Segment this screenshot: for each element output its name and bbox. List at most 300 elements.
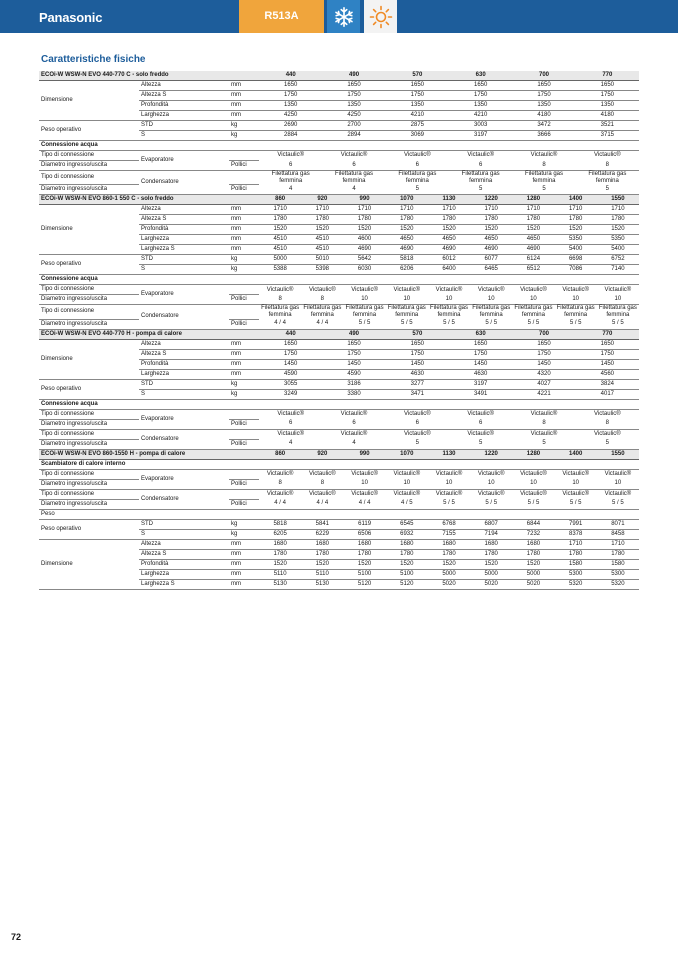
value-cell: 5	[449, 439, 512, 449]
unit-label	[229, 409, 259, 419]
table-row	[39, 161, 639, 171]
row-label: Evaporatore	[139, 469, 229, 489]
unit-label: Pollici	[229, 161, 259, 171]
model-size-header: 1070	[386, 450, 428, 460]
value-cell: 6205	[259, 529, 301, 539]
value-cell: 1520	[386, 559, 428, 569]
value-cell: Victaulic®	[594, 410, 621, 417]
row-group-label: Diametro ingresso/uscita	[39, 185, 139, 195]
value-cell: 1710	[343, 205, 385, 215]
value-cell: Filettatura gas femmina	[261, 305, 300, 319]
unit-label: mm	[229, 91, 259, 101]
model-size-header: 630	[449, 71, 512, 81]
value-cell: 5130	[301, 579, 343, 589]
value-cell: 5350	[597, 235, 639, 245]
value-cell: Victaulic®	[351, 470, 378, 477]
row-group-label: Diametro ingresso/uscita	[39, 319, 139, 329]
value-cell: 5 / 5	[343, 319, 385, 329]
value-cell: 6768	[428, 519, 470, 529]
model-size-header: 570	[386, 330, 449, 340]
value-cell: 1650	[449, 81, 512, 91]
value-cell: 6229	[301, 529, 343, 539]
table-row	[39, 509, 639, 519]
model-size-header: 1130	[428, 450, 470, 460]
section-label: Connessione acqua	[39, 399, 639, 409]
value-cell: 3471	[386, 389, 449, 399]
value-cell: 1750	[259, 349, 322, 359]
value-cell: 5110	[259, 569, 301, 579]
row-label: Altezza	[139, 539, 229, 549]
value-cell: 4221	[512, 389, 575, 399]
unit-label: mm	[229, 205, 259, 215]
model-size-header: 630	[449, 330, 512, 340]
unit-label: mm	[229, 559, 259, 569]
unit-label: kg	[229, 131, 259, 141]
unit-label: kg	[229, 121, 259, 131]
value-cell: 5 / 5	[512, 319, 554, 329]
row-label: Larghezza S	[139, 579, 229, 589]
value-cell: 3197	[449, 131, 512, 141]
row-group-label: Tipo di connessione	[39, 151, 139, 161]
table-pompa-calore-860-1550	[39, 450, 639, 590]
value-cell: Victaulic®	[351, 286, 378, 293]
model-size-header: 1280	[512, 450, 554, 460]
value-cell: 3472	[512, 121, 575, 131]
value-cell: 1350	[512, 101, 575, 111]
unit-label: mm	[229, 369, 259, 379]
model-size-header: 1550	[597, 450, 639, 460]
value-cell: 5000	[470, 569, 512, 579]
model-size-header: 860	[259, 450, 301, 460]
value-cell: 4 / 5	[386, 499, 428, 509]
table-row	[39, 469, 639, 479]
model-size-header: 1400	[555, 195, 597, 205]
table-row	[39, 141, 639, 151]
row-label: Evaporatore	[139, 151, 229, 171]
unit-label: Pollici	[229, 319, 259, 329]
table-row	[39, 419, 639, 429]
row-group-label: Diametro ingresso/uscita	[39, 439, 139, 449]
value-cell: Filettatura gas femmina	[271, 171, 310, 184]
value-cell: 4600	[343, 235, 385, 245]
model-size-header: 490	[322, 71, 385, 81]
value-cell: 5841	[301, 519, 343, 529]
unit-label	[229, 151, 259, 161]
value-cell: 5	[386, 185, 449, 195]
row-label: Larghezza	[139, 235, 229, 245]
value-cell: 4	[322, 439, 385, 449]
model-size-header: 490	[322, 330, 385, 340]
unit-label: kg	[229, 255, 259, 265]
unit-label: mm	[229, 111, 259, 121]
value-cell: 4630	[386, 369, 449, 379]
value-cell: 8	[301, 295, 343, 305]
value-cell: 1520	[259, 225, 301, 235]
unit-label: mm	[229, 539, 259, 549]
value-cell: Filettatura gas femmina	[472, 305, 511, 319]
value-cell: 1780	[512, 549, 554, 559]
value-cell: Victaulic®	[277, 152, 305, 159]
value-cell: Victaulic®	[530, 152, 558, 159]
unit-label: mm	[229, 245, 259, 255]
model-size-header: 770	[576, 71, 639, 81]
unit-label: kg	[229, 265, 259, 275]
table-solo-freddo-440-770	[39, 71, 639, 195]
value-cell: 1350	[259, 101, 322, 111]
value-cell: 6698	[555, 255, 597, 265]
unit-label	[229, 469, 259, 479]
table-row	[39, 255, 639, 265]
value-cell: 1710	[555, 539, 597, 549]
row-group-label: Peso operativo	[39, 121, 139, 141]
value-cell: 4	[322, 185, 385, 195]
value-cell: 1580	[555, 559, 597, 569]
row-label: STD	[139, 121, 229, 131]
heating-mode-badge	[364, 0, 397, 33]
value-cell: Victaulic®	[562, 470, 589, 477]
value-cell: 1650	[576, 81, 639, 91]
value-cell: 5020	[512, 579, 554, 589]
row-label: STD	[139, 379, 229, 389]
table-row	[39, 319, 639, 329]
row-label: Evaporatore	[139, 409, 229, 429]
value-cell: 2894	[322, 131, 385, 141]
value-cell: 1680	[343, 539, 385, 549]
value-cell: 1650	[259, 339, 322, 349]
value-cell: 4590	[322, 369, 385, 379]
value-cell: 1350	[386, 101, 449, 111]
value-cell: 7991	[555, 519, 597, 529]
value-cell: 1750	[576, 91, 639, 101]
unit-label: mm	[229, 549, 259, 559]
value-cell: 5398	[301, 265, 343, 275]
value-cell: Victaulic®	[435, 286, 463, 293]
value-cell: 6206	[386, 265, 428, 275]
value-cell: 6124	[512, 255, 554, 265]
value-cell: 5642	[343, 255, 385, 265]
value-cell: 1450	[386, 359, 449, 369]
unit-label: mm	[229, 235, 259, 245]
value-cell: 5	[576, 185, 639, 195]
value-cell: 7140	[597, 265, 639, 275]
value-cell: 5020	[428, 579, 470, 589]
value-cell: 1710	[386, 205, 428, 215]
table-row	[39, 185, 639, 195]
unit-label: Pollici	[229, 439, 259, 449]
value-cell: 1780	[555, 215, 597, 225]
row-group-label: Peso operativo	[39, 519, 139, 539]
value-cell: 6030	[343, 265, 385, 275]
value-cell: 1450	[322, 359, 385, 369]
value-cell: Victaulic®	[266, 470, 294, 477]
table-row	[39, 429, 639, 439]
value-cell: 1680	[386, 539, 428, 549]
value-cell: 4017	[576, 389, 639, 399]
model-size-header: 700	[512, 71, 575, 81]
model-size-header: 990	[343, 195, 385, 205]
model-size-header: 1400	[555, 450, 597, 460]
value-cell: 8	[512, 419, 575, 429]
table-row	[39, 305, 639, 319]
value-cell: 6400	[428, 265, 470, 275]
unit-label: Pollici	[229, 185, 259, 195]
value-cell: 5 / 5	[555, 499, 597, 509]
value-cell: 6	[322, 419, 385, 429]
value-cell: Victaulic®	[351, 490, 378, 497]
value-cell: Filettatura gas femmina	[556, 305, 595, 319]
value-cell: 3197	[449, 379, 512, 389]
unit-label: mm	[229, 101, 259, 111]
row-label: Altezza	[139, 339, 229, 349]
value-cell: 1710	[428, 205, 470, 215]
row-label: Condensatore	[139, 171, 229, 195]
page-title: Caratteristiche fisiche	[41, 54, 146, 65]
value-cell: 4510	[259, 245, 301, 255]
value-cell: 1750	[512, 91, 575, 101]
value-cell: Filettatura gas femmina	[461, 171, 500, 184]
value-cell: 5350	[555, 235, 597, 245]
row-group-label: Diametro ingresso/uscita	[39, 419, 139, 429]
value-cell: 5000	[428, 569, 470, 579]
value-cell: 1450	[512, 359, 575, 369]
unit-label: mm	[229, 579, 259, 589]
value-cell: 10	[470, 295, 512, 305]
value-cell: 1520	[512, 559, 554, 569]
value-cell: 1650	[259, 81, 322, 91]
row-label: Altezza	[139, 81, 229, 91]
value-cell: 1750	[576, 349, 639, 359]
value-cell: 4 / 4	[259, 319, 301, 329]
value-cell: Victaulic®	[467, 410, 494, 417]
table-row	[39, 171, 639, 185]
model-size-header: 1550	[597, 195, 639, 205]
value-cell: 4510	[301, 235, 343, 245]
value-cell: 4650	[428, 235, 470, 245]
table-heading-row	[39, 330, 639, 340]
value-cell: 1520	[301, 225, 343, 235]
value-cell: 1750	[449, 349, 512, 359]
value-cell: 5120	[343, 579, 385, 589]
value-cell: 1520	[343, 225, 385, 235]
value-cell: 4250	[322, 111, 385, 121]
value-cell: 5	[512, 185, 575, 195]
value-cell: 4	[259, 439, 322, 449]
value-cell: 6465	[470, 265, 512, 275]
value-cell: 10	[386, 295, 428, 305]
value-cell: 8	[301, 479, 343, 489]
value-cell: 6506	[343, 529, 385, 539]
value-cell: 1450	[449, 359, 512, 369]
row-label: Larghezza S	[139, 245, 229, 255]
value-cell: 1780	[343, 549, 385, 559]
unit-label: mm	[229, 339, 259, 349]
value-cell: 1750	[259, 91, 322, 101]
row-group-label: Diametro ingresso/uscita	[39, 161, 139, 171]
value-cell: Victaulic®	[477, 490, 505, 497]
row-label: Condensatore	[139, 489, 229, 509]
value-cell: 4210	[449, 111, 512, 121]
value-cell: 4630	[449, 369, 512, 379]
model-size-header: 570	[386, 71, 449, 81]
value-cell: Filettatura gas femmina	[524, 171, 564, 184]
model-size-header: 920	[301, 195, 343, 205]
value-cell: 5120	[386, 579, 428, 589]
value-cell: Victaulic®	[393, 470, 421, 477]
value-cell: 6077	[470, 255, 512, 265]
value-cell: Victaulic®	[277, 430, 304, 437]
value-cell: 4250	[259, 111, 322, 121]
value-cell: 1780	[470, 215, 512, 225]
value-cell: 5100	[343, 569, 385, 579]
value-cell: Victaulic®	[562, 286, 589, 293]
value-cell: Filettatura gas femmina	[387, 305, 426, 319]
value-cell: 6	[259, 161, 322, 171]
value-cell: 3666	[512, 131, 575, 141]
table-solo-freddo-860-1550	[39, 195, 639, 329]
value-cell: Victaulic®	[594, 152, 621, 159]
unit-label: Pollici	[229, 479, 259, 489]
value-cell: 4 / 4	[259, 499, 301, 509]
value-cell: 6	[322, 161, 385, 171]
value-cell: 1780	[259, 549, 301, 559]
row-group-label: Dimensione	[39, 205, 139, 255]
value-cell: 4027	[512, 379, 575, 389]
value-cell: 1520	[301, 559, 343, 569]
value-cell: Victaulic®	[530, 430, 558, 437]
value-cell: Filettatura gas femmina	[429, 305, 469, 319]
value-cell: 4690	[343, 245, 385, 255]
unit-label: Pollici	[229, 295, 259, 305]
unit-label: kg	[229, 379, 259, 389]
value-cell: 1520	[597, 225, 639, 235]
value-cell: 1520	[428, 559, 470, 569]
value-cell: 10	[343, 479, 385, 489]
value-cell: Filettatura gas femmina	[303, 305, 342, 319]
value-cell: 3249	[259, 389, 322, 399]
value-cell: 10	[555, 479, 597, 489]
value-cell: 6752	[597, 255, 639, 265]
value-cell: 5130	[259, 579, 301, 589]
top-banner	[0, 0, 678, 33]
model-size-header: 440	[259, 330, 322, 340]
row-label: Condensatore	[139, 429, 229, 449]
value-cell: 6932	[386, 529, 428, 539]
value-cell: 4650	[470, 235, 512, 245]
value-cell: 6512	[512, 265, 554, 275]
value-cell: 1780	[301, 215, 343, 225]
sun-icon	[369, 5, 393, 29]
table-row	[39, 439, 639, 449]
value-cell: Filettatura gas femmina	[514, 305, 553, 319]
value-cell: 1710	[555, 205, 597, 215]
value-cell: 4690	[386, 245, 428, 255]
value-cell: 6119	[343, 519, 385, 529]
value-cell: 3380	[322, 389, 385, 399]
row-label: S	[139, 529, 229, 539]
model-size-header: 1130	[428, 195, 470, 205]
row-group-label: Peso operativo	[39, 379, 139, 399]
table-row	[39, 539, 639, 549]
row-label: Profondità	[139, 101, 229, 111]
row-group-label: Dimensione	[39, 339, 139, 379]
value-cell: 1350	[576, 101, 639, 111]
row-label: Altezza S	[139, 215, 229, 225]
value-cell: 8378	[555, 529, 597, 539]
value-cell: 1650	[386, 81, 449, 91]
unit-label: kg	[229, 389, 259, 399]
row-label: Evaporatore	[139, 285, 229, 305]
value-cell: Victaulic®	[266, 286, 294, 293]
value-cell: 1780	[597, 215, 639, 225]
value-cell: 10	[555, 295, 597, 305]
table-row	[39, 519, 639, 529]
value-cell: 3521	[576, 121, 639, 131]
value-cell: 1650	[512, 81, 575, 91]
row-group-label: Tipo di connessione	[39, 429, 139, 439]
row-label: Condensatore	[139, 305, 229, 329]
row-group-label: Tipo di connessione	[39, 305, 139, 319]
row-label: Profondità	[139, 559, 229, 569]
value-cell: 6	[386, 161, 449, 171]
value-cell: 4320	[512, 369, 575, 379]
unit-label: mm	[229, 225, 259, 235]
value-cell: 4650	[512, 235, 554, 245]
row-label: Altezza S	[139, 91, 229, 101]
value-cell: 5320	[555, 579, 597, 589]
value-cell: 10	[470, 479, 512, 489]
table-row	[39, 81, 639, 91]
brand-logo: Panasonic	[39, 10, 103, 25]
value-cell: Victaulic®	[277, 410, 304, 417]
value-cell: 3186	[322, 379, 385, 389]
table-heading-row	[39, 195, 639, 205]
value-cell: 10	[386, 479, 428, 489]
row-label: STD	[139, 255, 229, 265]
unit-label: mm	[229, 359, 259, 369]
table-row	[39, 409, 639, 419]
value-cell: 3069	[386, 131, 449, 141]
value-cell: 1710	[301, 205, 343, 215]
value-cell: 1750	[386, 349, 449, 359]
value-cell: 1680	[259, 539, 301, 549]
value-cell: 6	[259, 419, 322, 429]
unit-label	[229, 305, 259, 319]
value-cell: Victaulic®	[266, 490, 294, 497]
value-cell: 7194	[470, 529, 512, 539]
row-label: Altezza	[139, 205, 229, 215]
value-cell: 6844	[512, 519, 554, 529]
value-cell: Victaulic®	[309, 286, 336, 293]
row-label: Altezza S	[139, 349, 229, 359]
model-size-header: 920	[301, 450, 343, 460]
value-cell: Victaulic®	[340, 410, 368, 417]
model-size-header: 1280	[512, 195, 554, 205]
table-row	[39, 121, 639, 131]
value-cell: 1780	[343, 215, 385, 225]
value-cell: 5010	[301, 255, 343, 265]
table-row	[39, 151, 639, 161]
value-cell: 5300	[597, 569, 639, 579]
unit-label: mm	[229, 81, 259, 91]
value-cell: 1520	[259, 559, 301, 569]
table-pompa-calore-440-770	[39, 330, 639, 450]
row-label: Larghezza	[139, 111, 229, 121]
value-cell: 8	[259, 295, 301, 305]
value-cell: 6807	[470, 519, 512, 529]
value-cell: 5388	[259, 265, 301, 275]
value-cell: 5320	[597, 579, 639, 589]
value-cell: 4690	[512, 245, 554, 255]
